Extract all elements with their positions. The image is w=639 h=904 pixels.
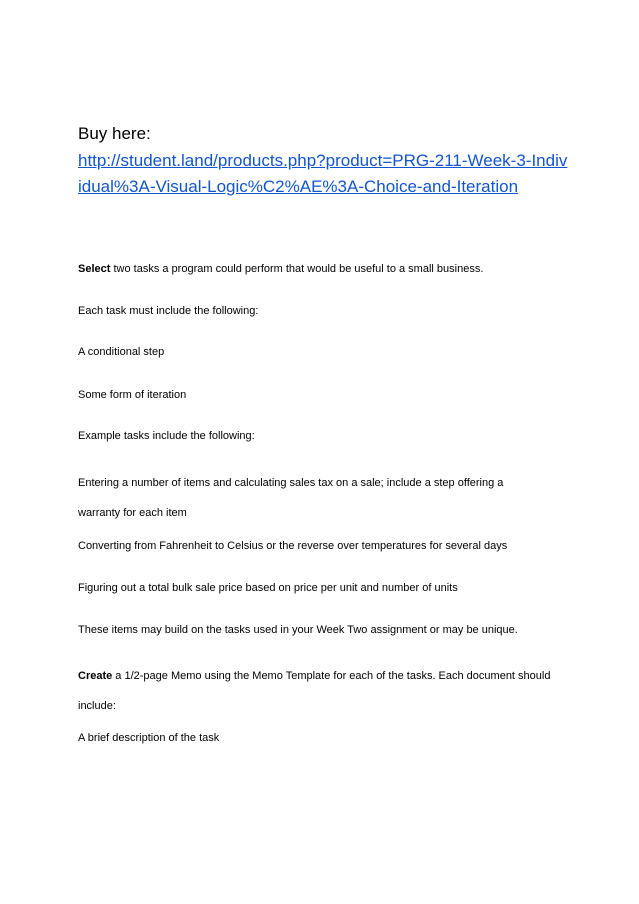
buy-link[interactable]: http://student.land/products.php?product=PRG-211-Week-3-Individual%3A-Visual-Logic%C2%AE%3A-Choice-and-Iteration [78, 151, 568, 196]
paragraph-brief-description: A brief description of the task [78, 732, 220, 744]
paragraph-conditional-step: A conditional step [78, 346, 165, 358]
buy-here-label: Buy here: [78, 124, 151, 143]
paragraph-each-task: Each task must include the following: [78, 305, 259, 317]
paragraph-these-items: These items may build on the tasks used in your Week Two assignment or may be unique. [78, 624, 518, 636]
select-rest-text: two tasks a program could perform that would be useful to a small business. [110, 263, 484, 275]
paragraph-figuring: Figuring out a total bulk sale price based on price per unit and number of units [78, 582, 458, 594]
document-content [78, 122, 578, 744]
paragraph-example-tasks: Example tasks include the following: [78, 430, 255, 442]
select-bold-text: Select [78, 263, 111, 275]
paragraph-select [78, 258, 578, 280]
paragraph-iteration: Some form of iteration [78, 389, 187, 401]
paragraph-converting: Converting from Fahrenheit to Celsius or the reverse over temperatures for several days [78, 540, 508, 552]
create-rest-text: a 1/2-page Memo using the Memo Template for each of the tasks. Each document should include: [78, 670, 551, 712]
create-bold-text: Create [78, 670, 113, 682]
paragraph-create-memo [78, 661, 556, 721]
paragraph-entering-items: Entering a number of items and calculating sales tax on a sale; include a step offering a warranty for each item [78, 477, 504, 519]
